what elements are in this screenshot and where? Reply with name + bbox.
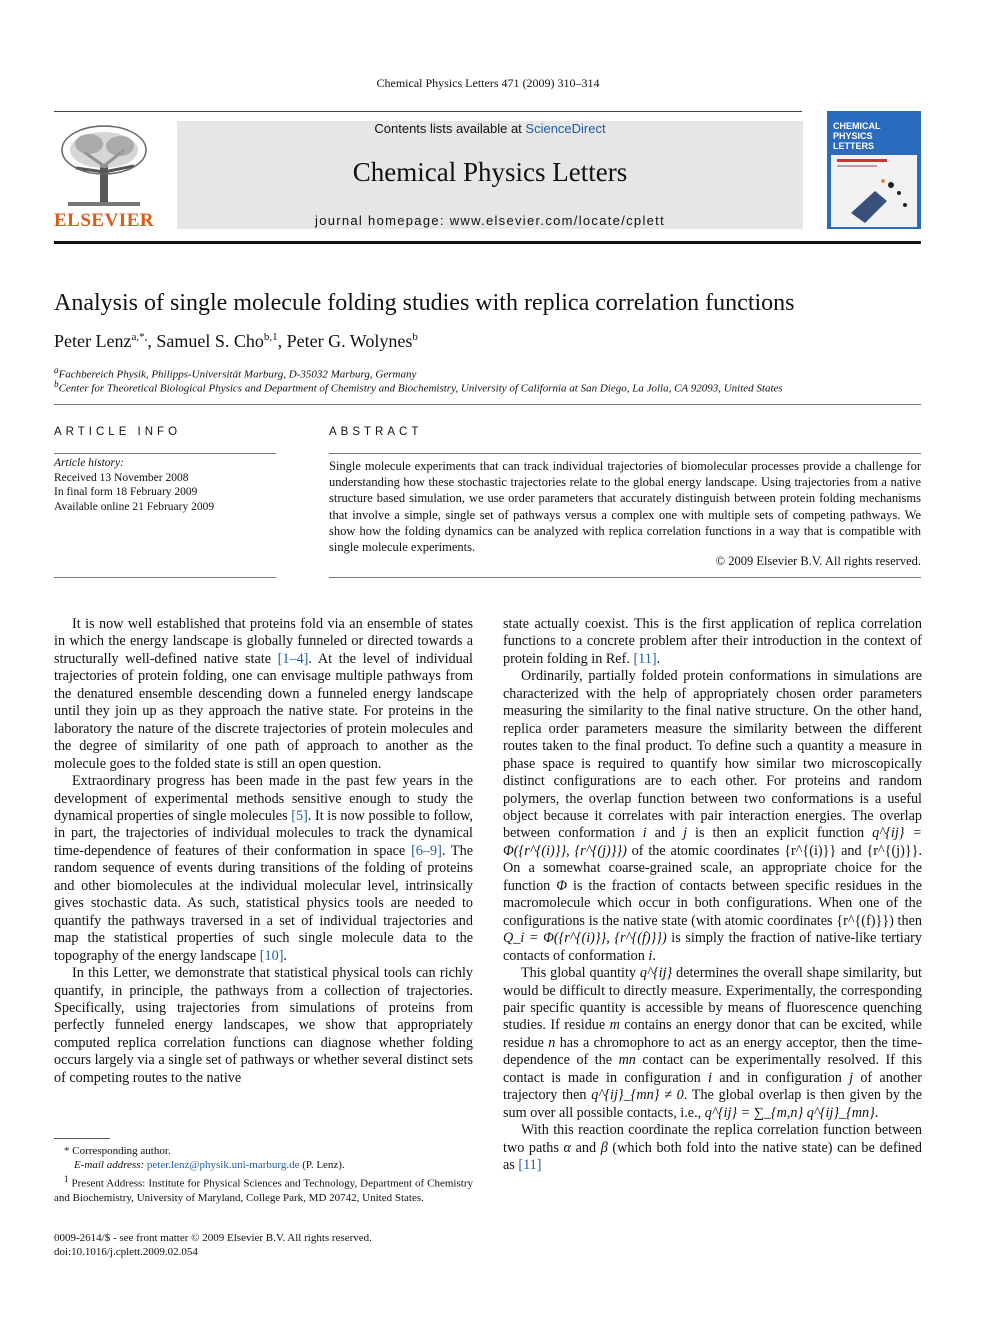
journal-title: Chemical Physics Letters xyxy=(352,157,628,187)
running-header: Chemical Physics Letters 471 (2009) 310–314 xyxy=(376,76,600,90)
article-history: Article history: Received 13 November 2008 In final form 18 February 2009 Available online 21 February 2009 xyxy=(54,456,276,514)
author-name: Samuel S. Cho xyxy=(156,331,264,351)
author-name: Peter Lenz xyxy=(54,331,132,351)
author-mark: b xyxy=(412,331,418,343)
equation: {r^{(j)}} xyxy=(866,842,919,859)
journal-banner xyxy=(177,121,803,229)
masthead-rule xyxy=(54,241,921,244)
equation: {r^{(i)}} xyxy=(784,842,837,859)
affiliation: $^a$Fachbereich Physik, Philipps-Universität Marburg, D-35032 Marburg, Germany xyxy=(54,365,417,381)
body-column-right xyxy=(503,616,922,1175)
paragraph: This global quantity q^{ij} determines the overall shape similarity, but would be difficult to directly measure. Experimentally, the corresponding pair specific quantity is accessible by means of fluorescence quenching studies. If residue m contains an energy donor that can be excited, while residue n has a chromophore to act as an energy acceptor, then the time-dependence of the mn contact can be experimentally resolved. If this contact is made in configuration i and in configuration j of another trajectory then q^{ij}_{mn} ≠ 0. The global overlap is then given by the sum over all possible contacts, i.e., q^{ij} = ∑_{m,n} q^{ij}_{mn}. xyxy=(503,965,923,1121)
history-item: Available online 21 February 2009 xyxy=(54,500,215,513)
paragraph: It is now well established that proteins fold via an ensemble of states in which the energy landscape is globally funneled or directed towards a structurally well-defined native state [1–4]. At the level of individual trajectories of protein folding, one can envisage multiple pathways from the denatured ensemble descending down a funneled energy landscape until they join up as they approach the native state. For proteins in the laboratory the nature of the discrete trajectories of protein molecules and the degree of similarity of one path of approach to another as the molecule goes to the folded state is still an open question. xyxy=(54,616,473,772)
paragraph: Ordinarily, partially folded protein conformations in simulations are characterized with the help of appropriately chosen order parameters measuring the similarity to the final native structure. On the other hand, replica order parameters measure the similarity between the different routes taken to the final product. To define such a quantity a measure in phase space is required to quantify how similar two microscopically distinct configurations are to each other. For proteins and random polymers, the overlap function between two conformations is a useful object because it correlates with pair interaction energies. The overlap between conformation i and j is then an explicit function q^{ij} = Φ({r^{(i)}}, {r^{(j)}}) of the atomic coordinates {r^{(i)}} and {r^{(j)}}. On a somewhat coarse-grained scale, an appropriate choice for the function Φ is the fraction of contacts between specific residues in the macromolecule which occur in both configurations. When one of the configurations is the native state (with atomic coordinates {r^{(f)}}) then Q_i = Φ({r^{(i)}}, {r^{(f)}}) is simply the fraction of native-like tertiary contacts of conformation i. xyxy=(503,668,923,964)
abstract-text: Single molecule experiments that can track individual trajectories of biomolecular processes provide a challenge for understanding how these stochastic trajectories relate to the global energy landscape. Using trajectories from a native structure based simulation, we use order parameters that accurately distinguish between protein folding mechanisms that involve a simple, single set of pathways versus a complex one with multiple sets of competing pathways. We show how the folding dynamics can be analyzed with replica correlation functions in a way that is compatible with single molecule experiments. xyxy=(329,459,921,555)
footnote: * Corresponding author. xyxy=(64,1145,171,1157)
header-rule xyxy=(54,111,802,112)
history-item: Received 13 November 2008 xyxy=(54,471,189,484)
info-rule xyxy=(54,453,276,454)
body-column-left xyxy=(54,616,473,1087)
footnote: $^1$ Present Address: Institute for Physical Sciences and Technology, Department of Chemistry and Biochemistry, University of Maryland, College Park, MD 20742, United States. xyxy=(54,1174,473,1204)
citation-link[interactable]: [5] xyxy=(291,807,308,824)
equation: {r^{(f)}} xyxy=(836,912,890,929)
journal-cover xyxy=(827,111,921,229)
cover-image xyxy=(831,155,917,227)
abstract-rule xyxy=(329,577,921,578)
doi-line: doi:10.1016/j.cplett.2009.02.054 xyxy=(54,1246,198,1258)
sciencedirect-link[interactable]: ScienceDirect xyxy=(525,121,606,136)
abstract-copyright: © 2009 Elsevier B.V. All rights reserved. xyxy=(715,554,921,568)
citation-link[interactable]: [11] xyxy=(633,650,657,667)
email-link[interactable]: peter.lenz@physik.uni-marburg.de xyxy=(146,1159,300,1171)
abstract-rule xyxy=(329,453,921,454)
contents-line: Contents lists available at ScienceDirect xyxy=(374,121,606,136)
abstract-heading: ABSTRACT xyxy=(329,426,423,438)
citation-link[interactable]: [10] xyxy=(259,947,284,964)
issn-line: 0009-2614/$ - see front matter © 2009 Elsevier B.V. All rights reserved. xyxy=(54,1232,372,1244)
article-title: Analysis of single molecule folding studies with replica correlation functions xyxy=(54,290,795,316)
citation-link[interactable]: [1–4] xyxy=(277,650,309,667)
citation-link[interactable]: [11] xyxy=(518,1157,542,1174)
cover-title-line: CHEMICAL xyxy=(833,121,881,131)
history-item: In final form 18 February 2009 xyxy=(54,486,198,498)
affiliation: $^b$Center for Theoretical Biological Physics and Department of Chemistry and Biochemistry, University of California at San Diego, La Jolla, CA 92093, United States xyxy=(54,379,783,395)
author-mark: b,1 xyxy=(263,331,278,343)
equation: q^{ij} xyxy=(639,965,673,982)
elsevier-wordmark: ELSEVIER xyxy=(54,210,155,231)
elsevier-logo xyxy=(54,122,154,232)
elsevier-tree-icon xyxy=(54,122,154,212)
page-footer xyxy=(54,1231,372,1259)
cover-graphic-icon xyxy=(831,155,917,227)
author-mark: a,*, xyxy=(131,331,148,343)
paragraph: With this reaction coordinate the replica correlation function between two paths α and β (which both fold into the native state) can be defined as [11] xyxy=(503,1122,922,1174)
article-info-heading: ARTICLE INFO xyxy=(54,426,182,438)
equation: q^{ij} = Φ({r^{(i)}}, {r^{(j)}}) xyxy=(503,825,922,859)
paragraph: state actually coexist. This is the first application of replica correlation functions to a concrete problem after their introduction in the context of protein folding in Ref. [11]. xyxy=(503,616,922,667)
paragraph: In this Letter, we demonstrate that statistical physical tools can richly quantify, in principle, the pathways from a collection of trajectories. Specifically, using trajectories from simulations of proteins from perfectly funneled energy landscapes, we show that appropriately computed replica correlation functions can diagnose whether folding occurs largely via a single set of pathways or whether several distinct sets of competing routes to the native xyxy=(54,965,473,1086)
section-rule xyxy=(54,404,921,405)
footnote-rule xyxy=(54,1138,110,1139)
equation: q^{ij} = ∑_{m,n} q^{ij}_{mn} xyxy=(704,1104,875,1121)
cover-title-line: PHYSICS xyxy=(833,131,873,141)
equation: Q_i = Φ({r^{(i)}}, {r^{(f)}}) xyxy=(503,930,667,947)
author-name: Peter G. Wolynes xyxy=(286,331,413,351)
cover-title-line: LETTERS xyxy=(833,141,875,151)
journal-homepage[interactable]: journal homepage: www.elsevier.com/locate/cplett xyxy=(315,213,665,228)
info-rule xyxy=(54,577,276,578)
footnotes xyxy=(54,1144,473,1205)
equation: q^{ij}_{mn} ≠ 0 xyxy=(591,1087,684,1104)
footnote-email: E-mail address: peter.lenz@physik.uni-marburg.de (P. Lenz). xyxy=(74,1159,345,1171)
author-list: Peter Lenz$^{a,*,}$, Samuel S. Cho$^{b,1}$, Peter G. Wolynes$^b$ xyxy=(54,331,418,351)
citation-link[interactable]: [6–9] xyxy=(411,842,442,859)
paragraph: Extraordinary progress has been made in the past few years in the development of experimental methods sensitive enough to study the dynamical properties of single molecules [5]. It is now possible to follow, in part, the trajectories of individual molecules to track the dynamical time-dependence of features of their conformation in space [6–9]. The random sequence of events during transitions of the folding of proteins and other biomolecules at the individual molecular level, intrinsically gives stochastic data. As such, statistical physics tools are needed to quantify the pathways traversed in a set of individual trajectories and map the statistical properties of such single molecule data to the topography of the energy landscape [10]. xyxy=(54,773,473,964)
